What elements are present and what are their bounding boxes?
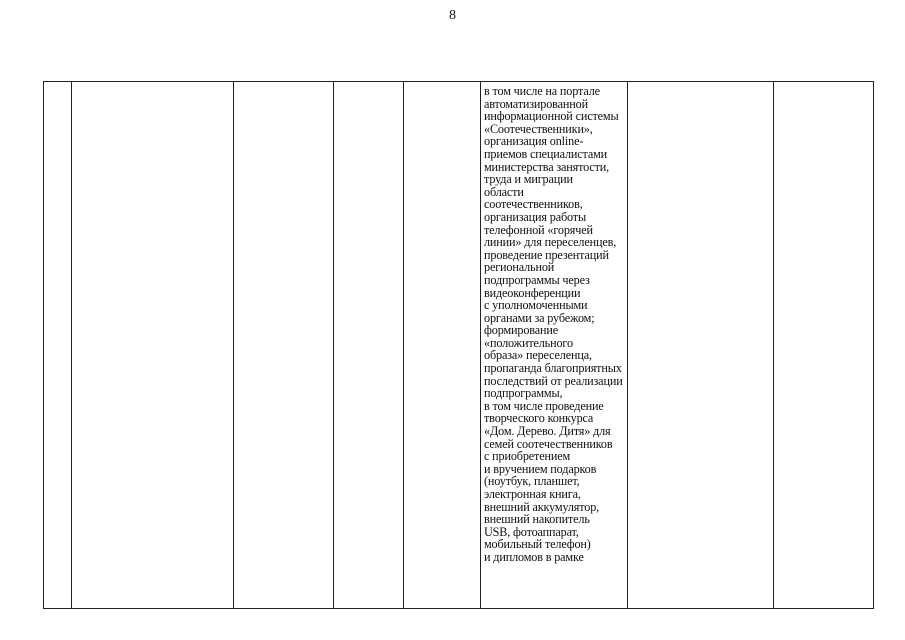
table-cell-executor bbox=[234, 82, 334, 609]
document-table bbox=[43, 81, 874, 609]
activity-text: в том числе на портале автоматизированной информационной системы «Соотечественники», организация online- приемов специалистами министерства занятости, труда и миграции области соотечественников, организация работы телефонной «горячей линии» для переселенцев, проведение презентаций региональной подпрограммы через видеоконференции с уполномоченными органами за рубежом; формирование «положительного образа» переселенца, пропаганда благоприятных последствий от реализации подпрограммы, в том числе проведение творческого конкурса «Дом. Дерево. Дитя» для семей соотечественников с приобретением и вручением подарков (ноутбук, планшет, электронная книга, внешний аккумулятор, внешний накопитель USB, фотоаппарат, мобильный телефон) и дипломов в рамке bbox=[484, 84, 623, 564]
table-cell-end bbox=[404, 82, 481, 609]
table-cell-start bbox=[334, 82, 404, 609]
table-cell-name bbox=[72, 82, 234, 609]
table-cell-result bbox=[628, 82, 774, 609]
table-row bbox=[44, 82, 874, 609]
table-cell-activity bbox=[481, 82, 628, 609]
page-number: 8 bbox=[449, 8, 456, 23]
table-cell-notes bbox=[774, 82, 874, 609]
table-cell-number bbox=[44, 82, 72, 609]
